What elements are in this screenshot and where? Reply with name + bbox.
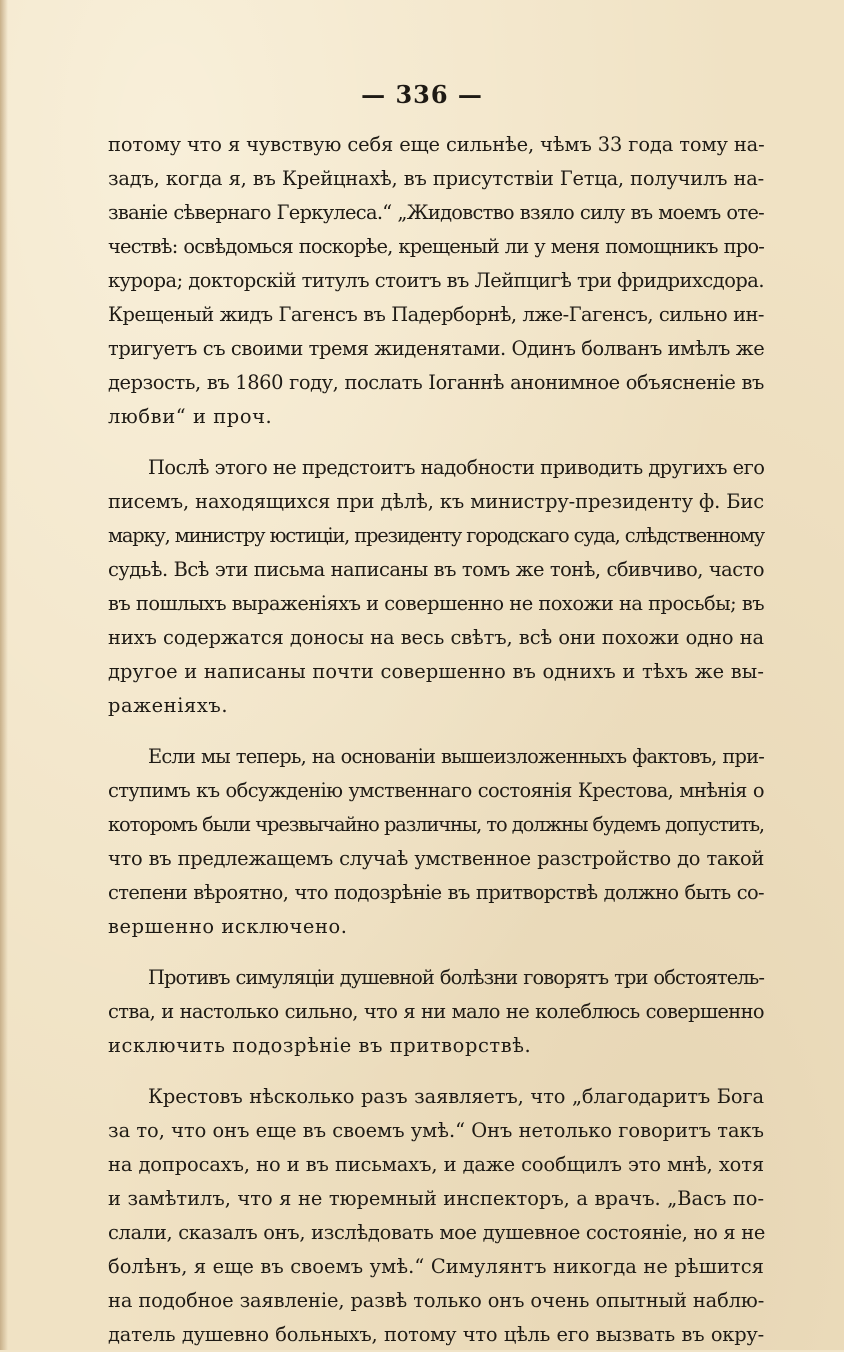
text-line: въ пошлыхъ выраженіяхъ и совершенно не похожи на просьбы; въ bbox=[108, 592, 765, 615]
paragraph-5 bbox=[108, 1080, 764, 1352]
text-line: дерзость, въ 1860 году, послать Іоганнѣ анонимное объясненіе въ bbox=[108, 371, 764, 394]
text-line: Послѣ этого не предстоитъ надобности приводить другихъ его bbox=[148, 456, 765, 479]
text-line: болѣнъ, я еще въ своемъ умѣ.“ Симулянтъ никогда не рѣшится bbox=[108, 1255, 764, 1278]
text-line: задъ, когда я, въ Крейцнахѣ, въ присутствіи Гетца, получилъ на- bbox=[108, 167, 764, 190]
text-line: вершенно исключено. bbox=[108, 915, 348, 938]
text-line: Крестовъ нѣсколько разъ заявляетъ, что „благодаритъ Бога bbox=[148, 1085, 764, 1108]
page-number: — 336 — bbox=[361, 80, 483, 109]
paragraph-4 bbox=[108, 961, 764, 1063]
paragraph-3 bbox=[108, 740, 764, 944]
text-line: тригуетъ съ своими тремя жиденятами. Одинъ болванъ имѣлъ же bbox=[108, 337, 765, 360]
text-line: раженіяхъ. bbox=[108, 694, 229, 717]
page-edge-shadow bbox=[0, 0, 8, 1350]
text-line: на подобное заявленіе, развѣ только онъ очень опытный наблю- bbox=[108, 1289, 765, 1312]
text-line: которомъ были чрезвычайно различны, то должны будемъ допустить, bbox=[108, 813, 764, 836]
paragraph-2 bbox=[108, 451, 764, 723]
text-line: марку, министру юстиціи, президенту городскаго суда, слѣдственному bbox=[108, 524, 764, 547]
text-line: степени вѣроятно, что подозрѣніе въ притворствѣ должно быть со- bbox=[108, 881, 764, 904]
text-line: что въ предлежащемъ случаѣ умственное разстройство до такой bbox=[108, 847, 764, 870]
text-line: званіе сѣвернаго Геркулеса.“ „Жидовство взяло силу въ моемъ оте- bbox=[108, 201, 764, 224]
text-line: датель душевно больныхъ, потому что цѣль его вызвать въ окру- bbox=[108, 1323, 764, 1346]
text-line: потому что я чувствую себя еще сильнѣе, чѣмъ 33 года тому на- bbox=[108, 133, 765, 156]
text-line: за то, что онъ еще въ своемъ умѣ.“ Онъ нетолько говоритъ такъ bbox=[108, 1119, 764, 1142]
text-line: Крещеный жидъ Гагенсъ въ Падерборнѣ, лже-Гагенсъ, сильно ин- bbox=[108, 303, 764, 326]
text-line: судьѣ. Всѣ эти письма написаны въ томъ же тонѣ, сбивчиво, часто bbox=[108, 558, 764, 581]
text-line: курора; докторскій титулъ стоитъ въ Лейпцигѣ три фридрихсдора. bbox=[108, 269, 765, 292]
text-line: исключить подозрѣніе въ притворствѣ. bbox=[108, 1034, 532, 1057]
text-line: и замѣтилъ, что я не тюремный инспекторъ, а врачъ. „Васъ по- bbox=[108, 1187, 764, 1210]
text-line: другое и написаны почти совершенно въ однихъ и тѣхъ же вы- bbox=[108, 660, 764, 683]
text-line: Противъ симуляціи душевной болѣзни говорятъ три обстоятель- bbox=[148, 966, 764, 989]
text-line: ступимъ къ обсужденію умственнаго состоянія Крестова, мнѣнія о bbox=[108, 779, 764, 802]
text-line: на допросахъ, но и въ письмахъ, и даже сообщилъ это мнѣ, хотя bbox=[108, 1153, 764, 1176]
body-text bbox=[108, 128, 764, 1352]
text-line: любви“ и проч. bbox=[108, 405, 273, 428]
text-line: писемъ, находящихся при дѣлѣ, къ министру-президенту ф. Бис bbox=[108, 490, 764, 513]
text-line: слали, сказалъ онъ, изслѣдовать мое душевное состояніе, но я не bbox=[108, 1221, 765, 1244]
text-line: нихъ содержатся доносы на весь свѣтъ, всѣ они похожи одно на bbox=[108, 626, 764, 649]
text-line: ства, и настолько сильно, что я ни мало не колеблюсь совершенно bbox=[108, 1000, 764, 1023]
paragraph-1 bbox=[108, 128, 764, 434]
text-line: чествѣ: освѣдомься поскорѣе, крещеный ли у меня помощникъ про- bbox=[108, 235, 764, 258]
text-line: Если мы теперь, на основаніи вышеизложенныхъ фактовъ, при- bbox=[148, 745, 764, 768]
